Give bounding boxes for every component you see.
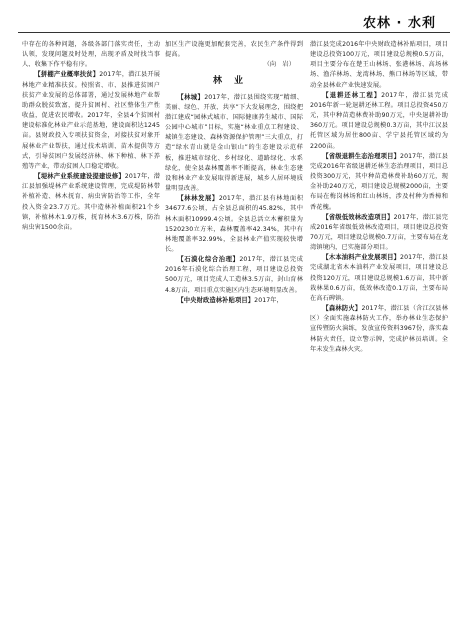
entry-body: 2017年，潜江县围绕实现“精细、美丽、绿色、开放、共享”下大发展理念，围绕把潜江建成“园林式城市、国际健康养生城市、国际公园中心城市”目标，实施“林业重点工程建设、城镇生态建设、森林资源保护管理”三大重点，打造“绿水青山就是金山银山”的生态建设示范样板，推进城市绿化、乡村绿化、道路绿化、水系绿化，使全县森林覆盖率不断提高，林业生态建设和林业产业发展取得新进展，城乡人居环境质量明显改善。 [165,93,303,193]
entry-body: 2017年，潜江县完成2016年省级退耕还林生态治理项目，项目总投资300万元，其中种苗造林费补助60万元，现金补助240万元，项目建设总规模2000亩，主要布局在梅岗林场和红山林场，涉及村种为香樟和香花槐。 [310,152,448,211]
entry-body: 2017年，潜江县（含江汉县林区）全面实施森林防火工作，举办林业生态保护宣传暨防火演练，发放宣传资料3967份，落实森林防火责任，设立警示牌，完成护林员培训。全年未发生森林火灾。 [310,305,448,353]
entry-heading: 【林林发展】 [177,195,219,203]
paragraph [165,296,303,306]
paragraph [310,304,448,355]
paragraph [165,194,303,255]
entry-body: 2017年，潜江县加强堤林产业系统建设管理，完成堤防林带补植补造、林木抚育、病虫害防治等工作，全年投入资金23.7万元。其中造林补植面积21个乡镇，补植林木1.9万株，抚育林木3.6万株，防治病虫害1500余亩。 [22,173,160,231]
entry-heading: 【拼棚产业概率扶贫】 [34,71,100,79]
entry-body: 2017年，潜江县有林地面积34677.6公顷，占全县总面积的45.82%，其中林木面积10999.4公顷。全县总活立木蓄积量为1520230立方米，森林覆盖率42.34%，其中有林地覆盖率32.99%，全县林业产值实现较快增长。 [165,195,303,253]
entry-heading: 【森林防火】 [322,305,362,313]
paragraph [310,213,448,254]
entry-body: 2017年，潜江县完成湖北省木本油料产业发展项目，项目建设总投资120万元，项目建设总规模1.6万亩，其中新栽林果0.6万亩，低效林改造0.1万亩，主要布局在高石碑镇。 [310,254,448,302]
entry-heading: 【省级退耕生态治理项目】 [322,152,401,160]
paragraph [310,253,448,304]
entry-heading: 【省级低效林改造项目】 [322,213,394,221]
paragraph [310,152,448,213]
paragraph-continuation: 中存在的各种问题，各级各部门落实责任，主动认领，发现问题及时处理，出现矛盾及时找当事人、收集下作平稳有序。 [22,41,160,69]
paragraph [22,70,160,172]
header-rule [18,32,450,33]
entry-body: 2017年， [254,296,283,304]
entry-body: 2017年，潜江县完成2016年石漠化综合治理工程，项目建设总投资500万元，项目完成人工造林3.5万亩，封山育林4.8万亩，项目重点实施区内生态环境明显改善。 [165,256,303,294]
entry-heading: 【林城】 [177,93,205,101]
paragraph [22,172,160,233]
column-2 [165,40,303,630]
paragraph [310,91,448,152]
paragraph-continuation: 加区生产设施更加配套完善，农民生产条件得到提高。 [165,41,303,59]
paragraph [165,255,303,296]
column-1 [22,40,160,630]
section-header-title: 农林 · 水利 [363,16,436,31]
entry-heading: 【中央财政造林补贴项目】 [177,296,255,304]
entry-heading: 【木本油料产业发展项目】 [322,254,401,262]
column-3 [310,40,448,630]
paragraph-continuation: 潜江县完成2016年中央财政造林补贴项目，项目建设总投资100万元，项目建设总规模0.5万亩，项目主要分布在楚王山林场、张港林场、高场林场、渔洋林场、龙湾林场、熊口林场等区域，带动全县林业产业快速发展。 [310,41,448,89]
section-title: 林业 [212,76,255,87]
entry-body: 2017年，潜江县完成2016年新一轮退耕还林工程。项目总投资450万元，其中种苗造林费补助90万元，中央退耕补助360万元。项目建设总规模0.3万亩，其中江汉县托管区域为居住800亩、学宁县托管区域约为2200亩。 [310,91,448,150]
entry-heading: 【石漠化综合治理】 [177,256,240,264]
paragraph [165,93,303,195]
author-signoff: （向 岩） [263,61,295,69]
entry-body: 2017年，潜江县完成2016年省级低效林改造项目，项目建设总投资70万元，项目建设总规模0.7万亩，主要布局在龙湾镇境内，已实施部分项目。 [310,213,448,252]
entry-body: 2017年，潜江县开展林地产业精准扶贫。按照省、市、县推进贫困户扶贫产业发展的总体部署，通过发展林地产业帮助群众脱贫致富，提升贫困村、社区整体生产性收益，促进农民增收。2017年，全县4个贫困村建设标准化林业产业示范基地，建设面积达1245亩。县财政投入专项扶贫资金，对接扶贫对象开展林业产业帮扶，通过技术培训、苗木提供等方式，引导贫困户发展经济林、林下种植、林下养殖等产业，带动贫困人口稳定增收。 [22,71,160,170]
entry-heading: 【堤林产业系统建设提建设修】 [34,173,125,181]
entry-heading: 【退耕还林工程】 [322,91,382,99]
